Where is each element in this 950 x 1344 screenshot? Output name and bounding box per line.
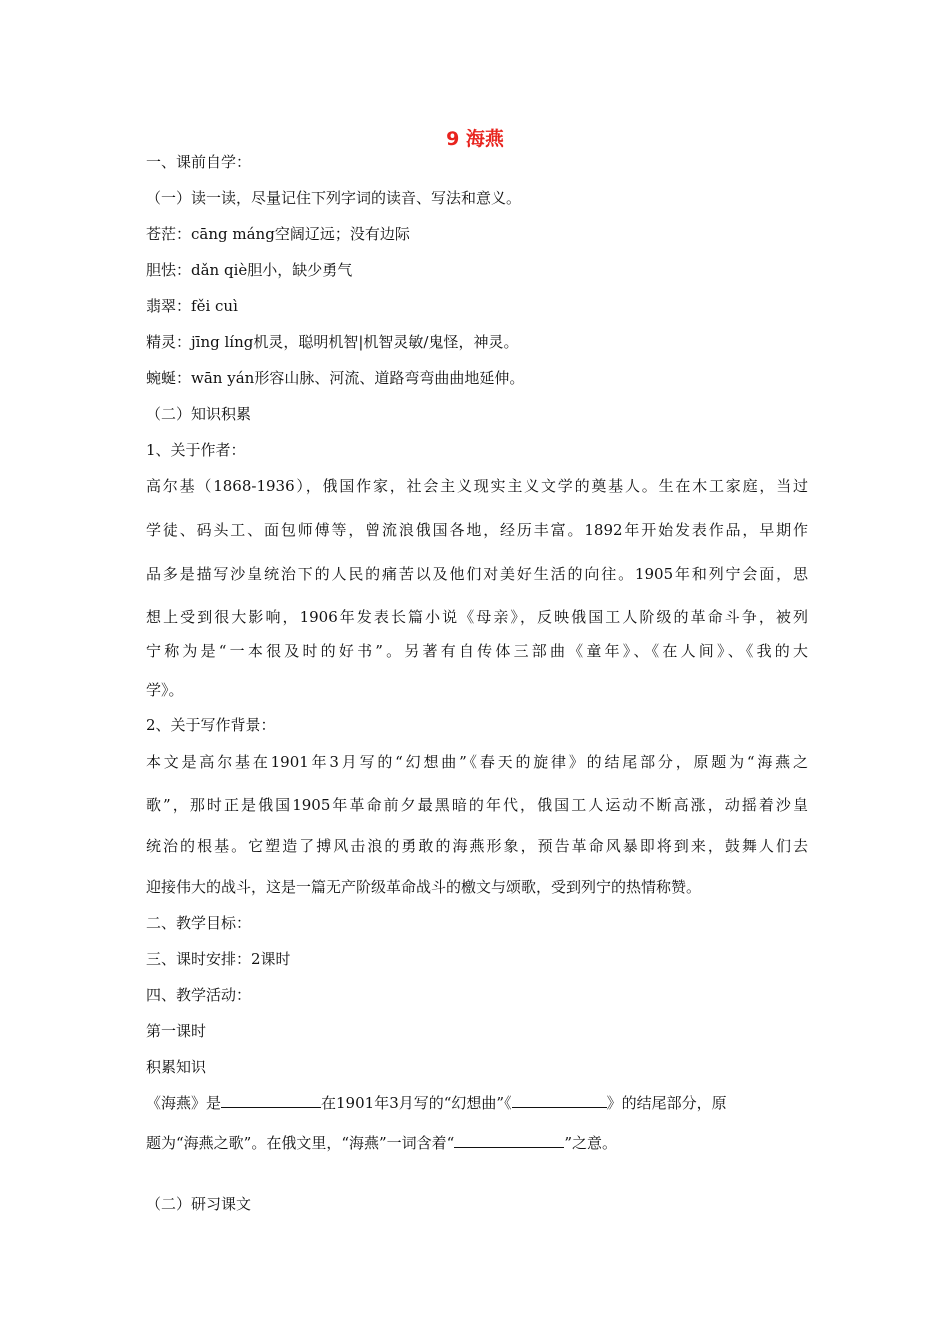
vocab-item (146, 332, 518, 352)
background-paragraph-line: 歌”，那时正是俄国1905年革命前夕最黑暗的年代，俄国工人运动不断高涨，动摇着沙皇 (146, 796, 808, 814)
vocab-word: 精灵： (146, 333, 192, 351)
author-paragraph-line: 学徒、码头工、面包师傅等，曾流浪俄国各地，经历丰富。1892年开始发表作品，早期作 (146, 521, 808, 539)
sub-heading: （一）读一读，尽量记住下列字词的读音、写法和意义。 (146, 189, 522, 207)
author-paragraph-line: 想上受到很大影响，1906年发表长篇小说《母亲》，反映俄国工人阶级的革命斗争，被列 (146, 608, 808, 626)
author-paragraph-line: 品多是描写沙皇统治下的人民的痛苦以及他们对美好生活的向往。1905年和列宁会面，思 (146, 565, 808, 583)
background-paragraph-line: 本文是高尔基在1901年3月写的“幻想曲”《春天的旋律》的结尾部分，原题为“海燕之 (146, 753, 808, 771)
vocab-word: 苍茫： (146, 225, 192, 243)
fill-blank-meaning[interactable] (454, 1133, 564, 1148)
fill-in-line (146, 1133, 617, 1153)
fill-text: 在1901年3月写的“幻想曲”《 (321, 1094, 512, 1112)
vocab-item (146, 368, 524, 388)
vocab-pinyin: jīng líng (191, 333, 254, 351)
lesson-heading: 第一课时 (146, 1022, 207, 1040)
fill-text: 《海燕》是 (146, 1094, 222, 1112)
fill-text: ”之意。 (564, 1134, 618, 1152)
section-heading: 一、课前自学： (146, 153, 252, 171)
fill-in-line (146, 1093, 727, 1113)
author-paragraph-line: 学》。 (146, 681, 184, 699)
fill-text: 题为“海燕之歌”。在俄文里，“海燕”一词含着“ (146, 1134, 455, 1152)
page-title: 9 海燕 (446, 128, 504, 150)
fill-blank-author[interactable] (221, 1093, 321, 1108)
vocab-pinyin: dǎn qiè (191, 261, 248, 279)
section-heading: 二、教学目标： (146, 914, 252, 932)
background-paragraph-line: 统治的根基。它塑造了搏风击浪的勇敢的海燕形象，预告革命风暴即将到来，鼓舞人们去 (146, 837, 808, 855)
vocab-item (146, 296, 238, 316)
sub-heading: （二）研习课文 (146, 1195, 252, 1213)
vocab-pinyin: fěi cuì (191, 297, 238, 315)
vocab-item (146, 260, 352, 280)
vocab-meaning: 形容山脉、河流、道路弯弯曲曲地延伸。 (254, 369, 525, 387)
vocab-pinyin: wān yán (191, 369, 255, 387)
sub-heading: 2、关于写作背景： (146, 716, 276, 734)
fill-text: 》的结尾部分，原 (606, 1094, 727, 1112)
vocab-pinyin: cāng máng (191, 225, 275, 243)
vocab-item (146, 224, 410, 244)
sub-heading: 1、关于作者： (146, 441, 246, 459)
section-heading: 四、教学活动： (146, 986, 252, 1004)
fill-blank-work[interactable] (512, 1093, 607, 1108)
vocab-meaning: 机灵，聪明机智|机智灵敏/鬼怪，神灵。 (253, 333, 519, 351)
vocab-word: 胆怯： (146, 261, 192, 279)
author-paragraph-line: 高尔基（1868-1936），俄国作家，社会主义现实主义文学的奠基人。生在木工家庭，当过 (146, 477, 808, 495)
author-paragraph-line: 宁称为是“一本很及时的好书”。另著有自传体三部曲《童年》、《在人间》、《我的大 (146, 642, 808, 660)
vocab-word: 蜿蜒： (146, 369, 192, 387)
vocab-meaning: 空阔辽远；没有边际 (274, 225, 410, 243)
sub-heading: （二）知识积累 (146, 405, 252, 423)
background-paragraph-line: 迎接伟大的战斗，这是一篇无产阶级革命战斗的檄文与颂歌，受到列宁的热情称赞。 (146, 878, 702, 896)
sub-heading: 积累知识 (146, 1058, 207, 1076)
vocab-word: 翡翠： (146, 297, 192, 315)
vocab-meaning: 胆小，缺少勇气 (247, 261, 353, 279)
section-heading: 三、课时安排：2课时 (146, 950, 291, 968)
